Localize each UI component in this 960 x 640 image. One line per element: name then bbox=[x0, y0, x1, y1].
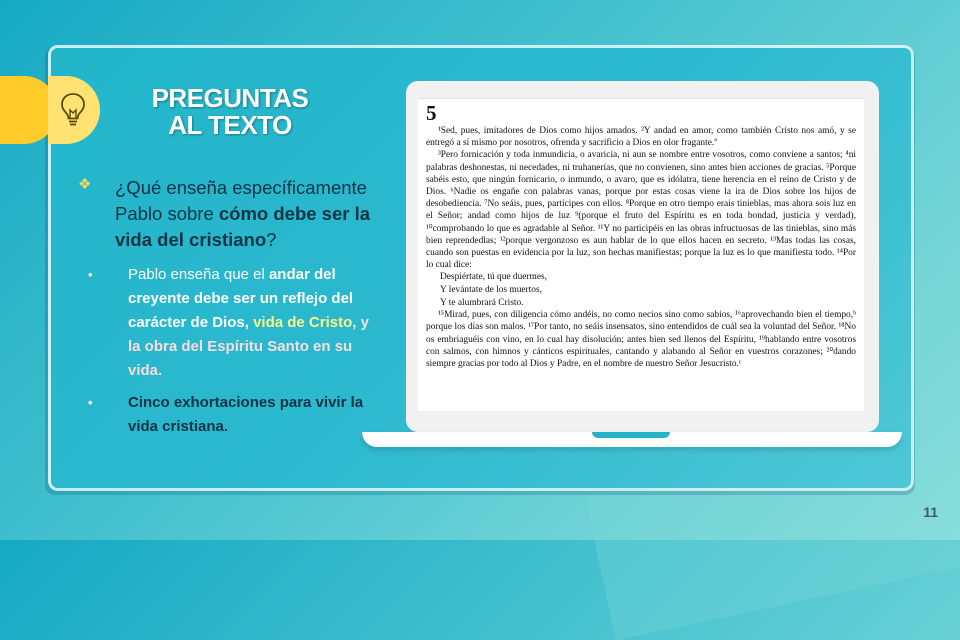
poem-line: Despiértate, tú que duermes, bbox=[440, 272, 547, 283]
paragraph-3: ¹⁵Mirad, pues, con diligencia cómo andéis, no como necios sino como sabios, ¹⁶aprovechando bien el tiempo,ᵇ porque los días son malos. ¹⁷Por tanto, no seáis insensatos, sino entendidos de cuál sea la voluntad del Señor. ¹⁸No os embriaguéis con vino, en lo cual hay disolución; antes bien sed llenos del Espíritu, ¹⁹hablando entre vosotros con salmos, con himnos y cánticos espirituales, cantando y alabando al Señor en vuestros corazones; ²⁰dando siempre gracias por todo al Dios y Padre, en el nombre de nuestro Señor Jesucristo.ᶜ bbox=[426, 310, 856, 370]
question-text: ¿Qué enseña específicamente Pablo sobre cómo debe ser la vida del cristiano? bbox=[115, 177, 371, 250]
answer-item: • Cinco exhortaciones para vivir la vida cristiana. bbox=[88, 391, 373, 439]
laptop-notch bbox=[592, 432, 670, 438]
slide-title bbox=[120, 85, 340, 139]
poem-line: Y te alumbrará Cristo. bbox=[440, 297, 524, 308]
poem-line: Y levántate de los muertos, bbox=[440, 285, 542, 296]
title-line-1: PREGUNTAS bbox=[151, 83, 309, 113]
lightbulb-icon bbox=[60, 92, 86, 128]
bullet-dot-icon: • bbox=[88, 395, 93, 410]
paragraph-1: ¹Sed, pues, imitadores de Dios como hijos amados. ²Y andad en amor, como también Cristo nos amó, y se entregó a sí mismo por nosotros, ofrenda y sacrificio a Dios en olor fragante.ª bbox=[426, 126, 856, 149]
bible-text-page bbox=[418, 98, 864, 411]
paragraph-2: ³Pero fornicación y toda inmundicia, o avaricia, ni aun se nombre entre vosotros, como conviene a santos; ⁴ni palabras deshonestas, ni necedades, ni truhanerías, que no convienen, sino antes bien acciones de gracias. ⁵Porque sabéis esto, que ningún fornicario, o inmundo, o avaro, que es idólatra, tiene herencia en el reino de Cristo y de Dios. ⁶Nadie os engañe con palabras vanas, porque por estas cosas viene la ira de Dios sobre los hijos de desobediencia. ⁷No seáis, pues, partícipes con ellos. ⁸Porque en otro tiempo erais tinieblas, mas ahora sois luz en el Señor; andad como hijos de luz ⁹(porque el fruto del Espíritu es en toda bondad, justicia y verdad), ¹⁰comprobando lo que es agradable al Señor. ¹¹Y no participéis en las obras infructuosas de las tinieblas, sino más bien reprendedlas; ¹²porque vergonzoso es aun hablar de lo que ellos hacen en secreto. ¹³Mas todas las cosas, cuando son puestas en evidencia por la luz, son hechas manifiestas; porque la luz es lo que manifiesta todo. ¹⁴Por lo cual dice: bbox=[426, 150, 856, 271]
diamond-icon: ❖ bbox=[78, 176, 92, 193]
chapter-number: 5 bbox=[426, 101, 437, 125]
title-line-2: AL TEXTO bbox=[168, 110, 292, 140]
answer-item: • Pablo enseña que el andar del creyente debe ser un reflejo del carácter de Dios, vida de Cristo, y la obra del Espíritu Santo en su vida. bbox=[88, 263, 373, 383]
bullet-dot-icon: • bbox=[88, 267, 93, 282]
answer-list bbox=[88, 263, 373, 447]
poem bbox=[426, 271, 856, 309]
page-number: 11 bbox=[923, 504, 938, 520]
